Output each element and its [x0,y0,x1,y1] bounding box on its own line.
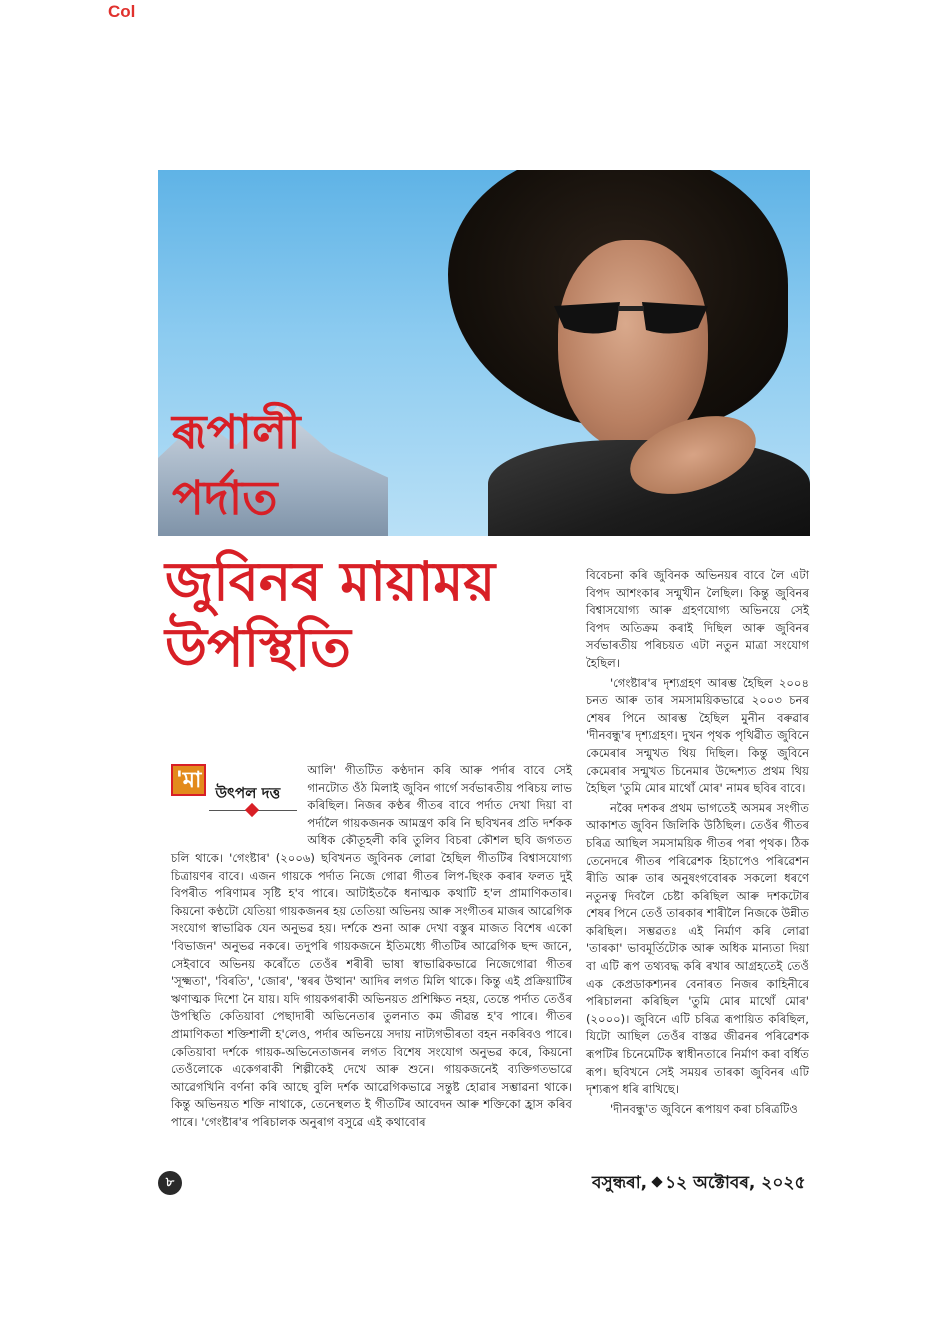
footer-magazine: বসুন্ধৰা, [592,1173,648,1193]
drop-cap: 'মা [171,764,206,796]
headline-line2: উপস্থিতি [165,616,351,679]
sunglasses-icon [550,296,712,338]
author-name: উৎপল দত্ত [215,784,281,802]
corner-tag: Col [108,2,136,21]
body-paragraph: নব্বৈ দশকৰ প্ৰথম ভাগতেই অসমৰ সংগীত আকাশত জুবিন জিলিকি উঠিছিল। তেওঁৰ গীতৰ চৰিত্ৰ আছিল সমসাময়িক গীতৰ পৰা পৃথক। ঠিক তেনেদৰে গীতৰ পৰিৱেশক হিচাপেও পৰিৱেশন ৰীতি আৰু তাৰ অনুষংগবোৰক সকলো ধৰণে নতুনত্ব দিবলৈ চেষ্টা কৰিছিল আৰু দশকটোৰ শেষৰ পিনে তেওঁ তাৰকাৰ শাৰীলৈ নিজকে উন্নীত কৰিছিল। সম্ভৱতঃ এই নিৰ্মাণ কৰি লোৱা 'তাৰকা' ভাবমূৰ্তিটোক আৰু অধিক মান্যতা দিয়া বা এটি ৰূপ তথ্যবদ্ধ কৰি ৰখাৰ আগ্ৰহতেই তেওঁ এক কেপ্ৰডাকশ্যনৰ বেনাৰত নিজৰ কাহিনীৰে পৰিচালনা কৰিছিল 'তুমি মোৰ মাথোঁ মোৰ' (২০০০)। জুবিনে এটি চৰিত্ৰ ৰূপায়িত কৰিছিল, যিটো আছিল তেওঁৰ বাস্তৱ জীৱনৰ পৰিৱেশক ৰূপটিৰ চিনেমেটিক স্বাধীনতাৰে নিৰ্মাণ কৰা বৰ্ধিত ৰূপ। ছবিখনে সেই সময়ৰ তাৰকা জুবিনৰ এটি দৃশ্যৰূপ ধৰি ৰাখিছে। [586,800,809,1097]
body-paragraph: বিবেচনা কৰি জুবিনক অভিনয়ৰ বাবে লৈ এটা বিপদ আশংকাৰ সন্মুখীন লৈছিল। কিন্তু জুবিনৰ বিশ্বাসযোগ্য আৰু গ্ৰহণযোগ্য অভিনয়ে সেই বিপদ অতিক্ৰম কৰাই দিছিল আৰু জুবিনৰ সৰ্বভাৰতীয় পৰিচয়ত এটা নতুন মাত্ৰা সংযোগ হৈছিল। [586,568,809,670]
right-column [586,567,809,1120]
article-headline [165,549,495,681]
diamond-icon [651,1176,662,1187]
face-shape [558,240,708,450]
footer-date: ১২ অক্টোবৰ, ২০২৫ [665,1173,806,1193]
page-number: ৮ [158,1171,182,1195]
page-footer [592,1170,805,1198]
headline-line1: জুবিনৰ মায়াময় [165,550,496,613]
body-paragraph: আলি' গীতটিত কণ্ঠদান কৰি আৰু পৰ্দাৰ বাবে সেই গানটোত ওঁঠ মিলাই জুবিন গাৰ্গে সৰ্বভাৰতীয় পৰিচয় লাভ কৰিছিল। নিজৰ কণ্ঠৰ গীতৰ বাবে পৰ্দাত দেখা দিয়া বা পৰ্দালৈ গায়কজনক আমন্ত্ৰণ কৰি নি ছবিখনৰ প্ৰতি দৰ্শকক অধিক কৌতূহলী কৰি তুলিব বিচৰা কৌশল ছবি জগতত চলি থাকে। 'গেংষ্টাৰ' (২০০৬) ছবিখনত জুবিনক লোৱা হৈছিল গীতটিৰ বিশ্বাসযোগ্য চিত্ৰায়ণৰ বাবে। এজন গায়কে পৰ্দাত নিজে গোৱা গীতৰ লিপ-ছিংক কৰাৰ ফলত দুই বিপৰীত পৰিণামৰ সৃষ্টি হ'ব পাৰে। আটাইতকৈ ধনাত্মক কথাটি হ'ল প্ৰামাণিকতাৰ। কিয়নো কণ্ঠটো যেতিয়া গায়কজনৰ হয় তেতিয়া অভিনয় আৰু সংগীতৰ মাজৰ আৱেগিক সংযোগ স্বাভাৱিক যেন অনুভৱ হয়। দৰ্শকে শুনা আৰু দেখা বস্তুৰ মাজত বিশেষ একো 'বিভাজন' অনুভৱ নকৰে। তদুপৰি গায়কজনে ইতিমধ্যে গীতটিৰ আৱেগিক ছন্দ জানে, সেইবাবে অভিনয় কৰোঁতে তেওঁৰ শৰীৰী ভাষা স্বাভাৱিকভাৱে নিজেগোৱা গীতৰ 'সূক্ষ্মতা', 'বিৰতি', 'জোৰ', 'স্বৰৰ উত্থান' আদিৰ লগত মিলি থাকে। কিন্তু এই প্ৰক্ৰিয়াটিৰ ঋণাত্মক দিশো নৈ যায়। যদি গায়কগৰাকী অভিনয়ত প্ৰশিক্ষিত নহয়, তেন্তে পৰ্দাত তেওঁৰ উপস্থিতি কেতিয়াবা পেছাদাৰী অভিনেতাৰ তুলনাত কম জীৱন্ত হ'ব পাৰে। গীতৰ প্ৰামাণিকতা শক্তিশালী হ'লেও, পৰ্দাৰ অভিনয়ে সদায় নাট্যগভীৰতা বহন নকৰিবও পাৰে। কেতিয়াবা দৰ্শকে গায়ক-অভিনেতাজনৰ লগত বিশেষ সংযোগ অনুভৱ কৰে, কিয়নো তেওঁলোকে একেগৰাকী শিল্পীকেই দেখে আৰু শুনে। গায়কজনেই ব্যক্তিগতভাৱে আৱেগখিনি বৰ্ণনা কৰি আছে বুলি দৰ্শক আৱেগিকভাৱে সন্তুষ্ট হোৱাৰ সম্ভাৱনা থাকে। কিন্তু অভিনয়ত শক্তি নাথাকে, তেনেস্থলত ই গীতটিৰ আবেদন আৰু শক্তিকো হ্ৰাস কৰিব পাৰে। 'গেংষ্টাৰ'ৰ পৰিচালক অনুৰাগ বসুৱে এই কথাবোৰ [171,763,572,1129]
author-block [209,768,297,842]
body-paragraph: 'দীনবন্ধু'ত জুবিনে ৰূপায়ণ কৰা চৰিত্ৰটিও [610,1101,798,1116]
left-column [171,762,572,1133]
section-title-line1: ৰূপালী [172,405,301,460]
section-title-line2: পৰ্দাত [172,471,278,526]
body-paragraph: 'গেংষ্টাৰ'ৰ দৃশ্যগ্ৰহণ আৰম্ভ হৈছিল ২০০৪ চনত আৰু তাৰ সমসাময়িকভাৱে ২০০৩ চনৰ শেষৰ পিনে আৰম্ভ হৈছিল মুনীন বৰুৱাৰ 'দীনবন্ধু'ৰ দৃশ্যগ্ৰহণ। দুখন পৃথক পৃথিৱীত জুবিনে কেমেৰাৰ সন্মুখত থিয় দিছিল। কিন্তু জুবিনে কেমেৰাৰ সন্মুখত চিনেমাৰ উদ্দেশ্যত প্ৰথম থিয় হৈছিল 'তুমি মোৰ মাথোঁ মোৰ' নামৰ ছবিৰ বাবে। [586,675,809,796]
section-title [172,400,301,532]
